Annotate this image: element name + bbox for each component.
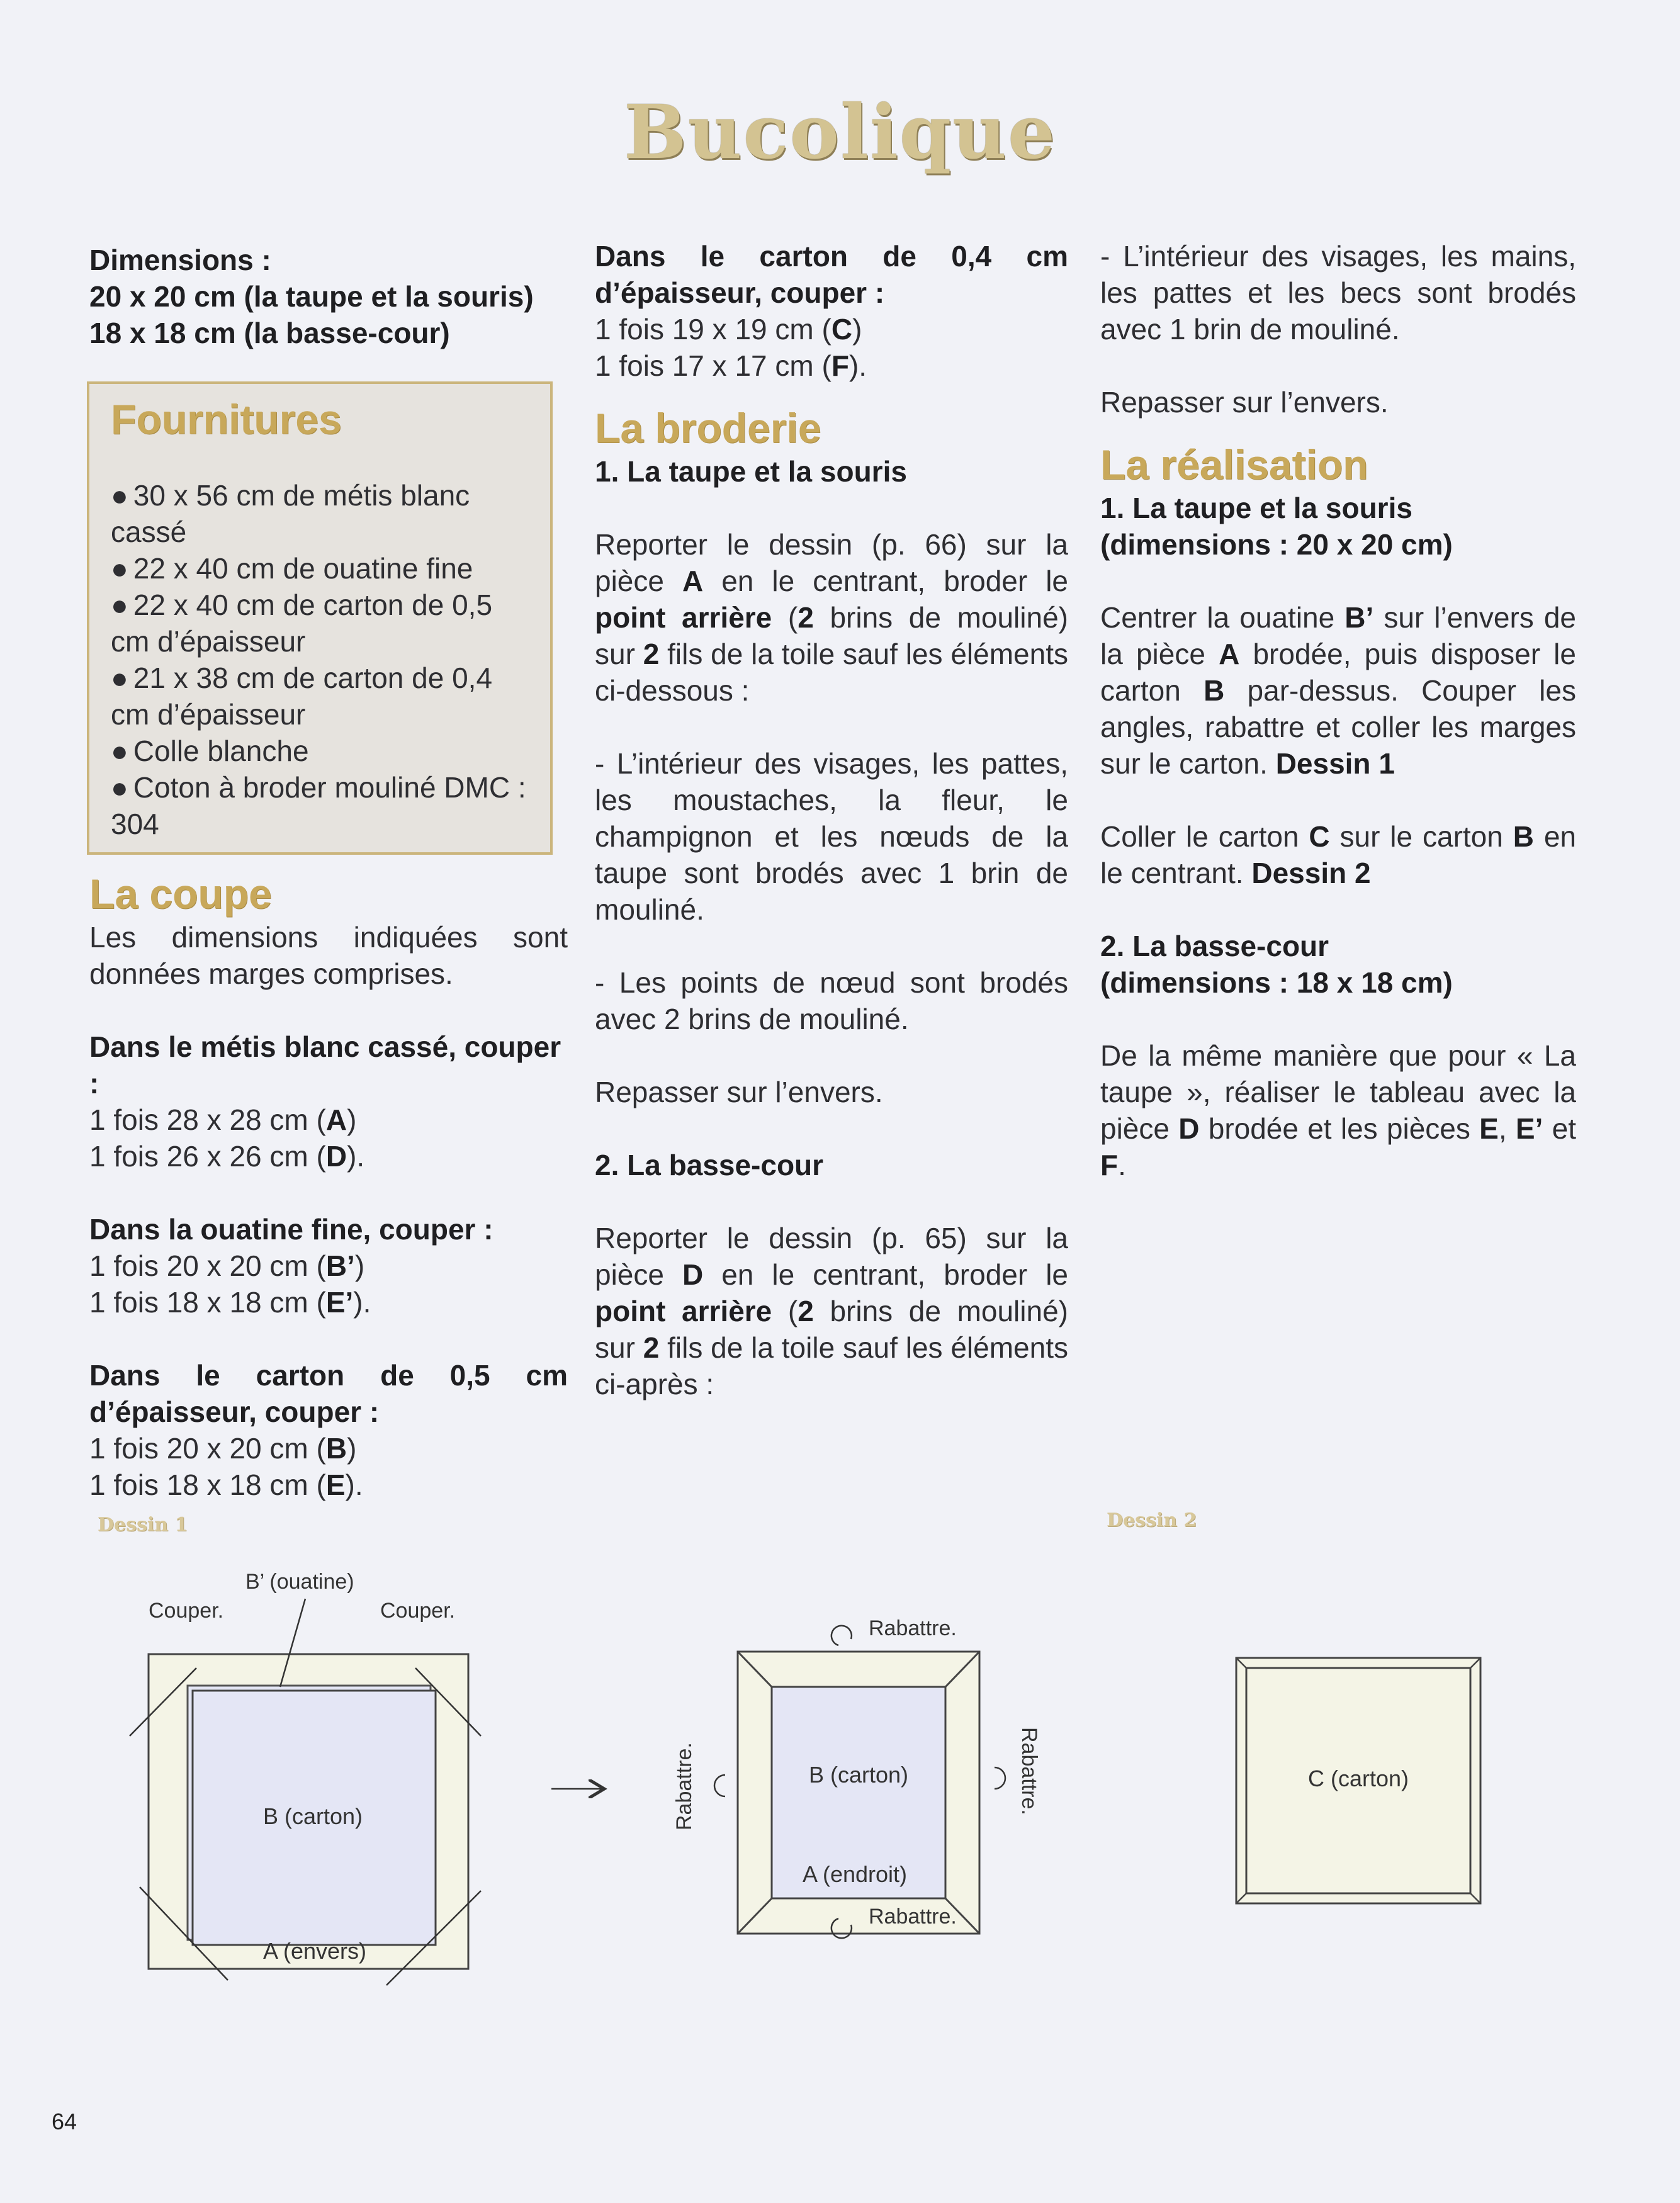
label-couper-right: Couper. <box>380 1599 456 1623</box>
coupe-metis-line-1: 1 fois 28 x 28 cm (A) <box>89 1103 357 1136</box>
label-a-endroit: A (endroit) <box>802 1861 908 1887</box>
broderie-paragraph-4: Repasser sur l’envers. <box>595 1076 883 1108</box>
broderie-paragraph-5: Reporter le dessin (p. 65) sur la pièce D en le centrant, broder le point arrière (2 brins de mouliné) sur 2 fils de la toile sauf les éléments ci-après : <box>595 1222 1068 1400</box>
label-rabattre-top: Rabattre. <box>869 1616 957 1640</box>
realisation-subtitle-1: 1. La taupe et la souris <box>1100 492 1412 524</box>
label-carton-b: B (carton) <box>262 1803 363 1829</box>
coupe-metis-line-2: 1 fois 26 x 26 cm (D). <box>89 1140 365 1173</box>
fold-arrow-right-icon <box>995 1767 1005 1789</box>
realisation-paragraph-1: Centrer la ouatine B’ sur l’envers de la pièce A brodée, puis disposer le carton B par-dessus. Couper les angles, rabattre et coller les marges sur le carton. Dessin 1 <box>1100 601 1576 780</box>
fournitures-item <box>111 769 534 842</box>
coupe-carton04-line-1: 1 fois 19 x 19 cm (C) <box>595 313 862 346</box>
dessin-1-folded-figure <box>672 1616 1041 1938</box>
label-rabattre-left: Rabattre. <box>672 1742 696 1830</box>
fold-arrow-top-icon <box>832 1626 852 1645</box>
fournitures-item-text: 22 x 40 cm de carton de 0,5 cm d’épaisseur <box>111 589 493 658</box>
coupe-carton05-line-1: 1 fois 20 x 20 cm (B) <box>89 1432 357 1465</box>
coupe-carton05-line-2: 1 fois 18 x 18 cm (E). <box>89 1468 363 1501</box>
bullet-icon: ● <box>111 479 128 512</box>
bullet-icon: ● <box>111 662 128 694</box>
realisation-paragraph-3: De la même manière que pour « La taupe », réaliser le tableau avec la pièce D brodée et les pièces E, E’ et F. <box>1100 1039 1576 1181</box>
col3-paragraph-2: Repasser sur l’envers. <box>1100 386 1389 419</box>
label-couper-left: Couper. <box>149 1599 224 1623</box>
fournitures-item <box>111 550 534 587</box>
broderie-subtitle-2: 2. La basse-cour <box>595 1149 824 1181</box>
realisation-subtitle-2-dim: (dimensions : 18 x 18 cm) <box>1100 966 1453 999</box>
coupe-ouatine-heading: Dans la ouatine fine, couper : <box>89 1213 493 1246</box>
coupe-carton04-line-2: 1 fois 17 x 17 cm (F). <box>595 349 867 382</box>
diagrams <box>0 1561 1680 2002</box>
column-right <box>1100 238 1576 1183</box>
fournitures-box <box>87 381 553 855</box>
broderie-subtitle-1: 1. La taupe et la souris <box>595 455 907 488</box>
dessin-1-figure <box>130 1570 481 1985</box>
bullet-icon: ● <box>111 589 128 621</box>
label-ouatine: B’ (ouatine) <box>245 1570 354 1594</box>
label-rabattre-right: Rabattre. <box>1017 1727 1041 1815</box>
coupe-metis-heading: Dans le métis blanc cassé, couper : <box>89 1030 561 1100</box>
label-carton-b-2: B (carton) <box>808 1762 909 1788</box>
coupe-ouatine-line-2: 1 fois 18 x 18 cm (E’). <box>89 1286 371 1319</box>
page-number: 64 <box>52 2109 77 2134</box>
coupe-title: La coupe <box>89 870 272 917</box>
realisation-subtitle-2: 2. La basse-cour <box>1100 930 1329 962</box>
column-left <box>89 242 568 1503</box>
coupe-ouatine-line-1: 1 fois 20 x 20 cm (B’) <box>89 1249 365 1282</box>
realisation-subtitle-1-dim: (dimensions : 20 x 20 cm) <box>1100 528 1453 561</box>
fournitures-item-text: Colle blanche <box>133 735 309 767</box>
page-title: Bucolique <box>623 88 1057 176</box>
dimensions-line-1: 20 x 20 cm (la taupe et la souris) <box>89 280 534 313</box>
fournitures-item-text: 21 x 38 cm de carton de 0,4 cm d’épaisseur <box>111 662 493 731</box>
column-middle <box>595 238 1068 1402</box>
fournitures-item-text: 30 x 56 cm de métis blanc cassé <box>111 479 470 548</box>
coupe-carton05-heading: Dans le carton de 0,5 cm d’épaisseur, couper : <box>89 1359 568 1428</box>
label-a-envers: A (envers) <box>262 1938 367 1964</box>
label-rabattre-bottom: Rabattre. <box>869 1905 957 1929</box>
dimensions-label: Dimensions : <box>89 244 271 276</box>
fold-arrow-left-icon <box>714 1775 725 1796</box>
col3-paragraph-1: - L’intérieur des visages, les mains, les pattes et les becs sont brodés avec 1 brin de mouliné. <box>1100 240 1576 346</box>
broderie-paragraph-1: Reporter le dessin (p. 66) sur la pièce A en le centrant, broder le point arrière (2 brins de mouliné) sur 2 fils de la toile sauf les éléments ci-dessous : <box>595 528 1068 707</box>
fournitures-title: Fournitures <box>111 396 342 442</box>
broderie-title: La broderie <box>595 405 821 451</box>
fournitures-item <box>111 587 534 660</box>
broderie-paragraph-3: - Les points de nœud sont brodés avec 2 brins de mouliné. <box>595 966 1068 1035</box>
fournitures-item <box>111 660 534 733</box>
label-carton-c: C (carton) <box>1307 1766 1409 1791</box>
dessin-1-label: Dessin 1 <box>98 1514 188 1536</box>
fournitures-item-text: Coton à broder mouliné DMC : 304 <box>111 771 526 840</box>
dimensions-line-2: 18 x 18 cm (la basse-cour) <box>89 317 450 349</box>
fournitures-item <box>111 477 534 550</box>
fournitures-item <box>111 733 534 769</box>
coupe-carton04-heading: Dans le carton de 0,4 cm d’épaisseur, couper : <box>595 240 1068 309</box>
fournitures-item-text: 22 x 40 cm de ouatine fine <box>133 552 473 585</box>
bullet-icon: ● <box>111 735 128 767</box>
dessin-2-figure <box>1236 1658 1480 1903</box>
bullet-icon: ● <box>111 552 128 585</box>
realisation-paragraph-2: Coller le carton C sur le carton B en le centrant. Dessin 2 <box>1100 820 1576 889</box>
broderie-paragraph-2: - L’intérieur des visages, les pattes, les moustaches, la fleur, le champignon et les nœuds de la taupe sont brodés avec 1 brin de mouliné. <box>595 747 1068 926</box>
coupe-intro: Les dimensions indiquées sont données marges comprises. <box>89 921 568 990</box>
realisation-title: La réalisation <box>1100 441 1368 488</box>
dessin-2-label: Dessin 2 <box>1107 1509 1197 1531</box>
bullet-icon: ● <box>111 771 128 804</box>
